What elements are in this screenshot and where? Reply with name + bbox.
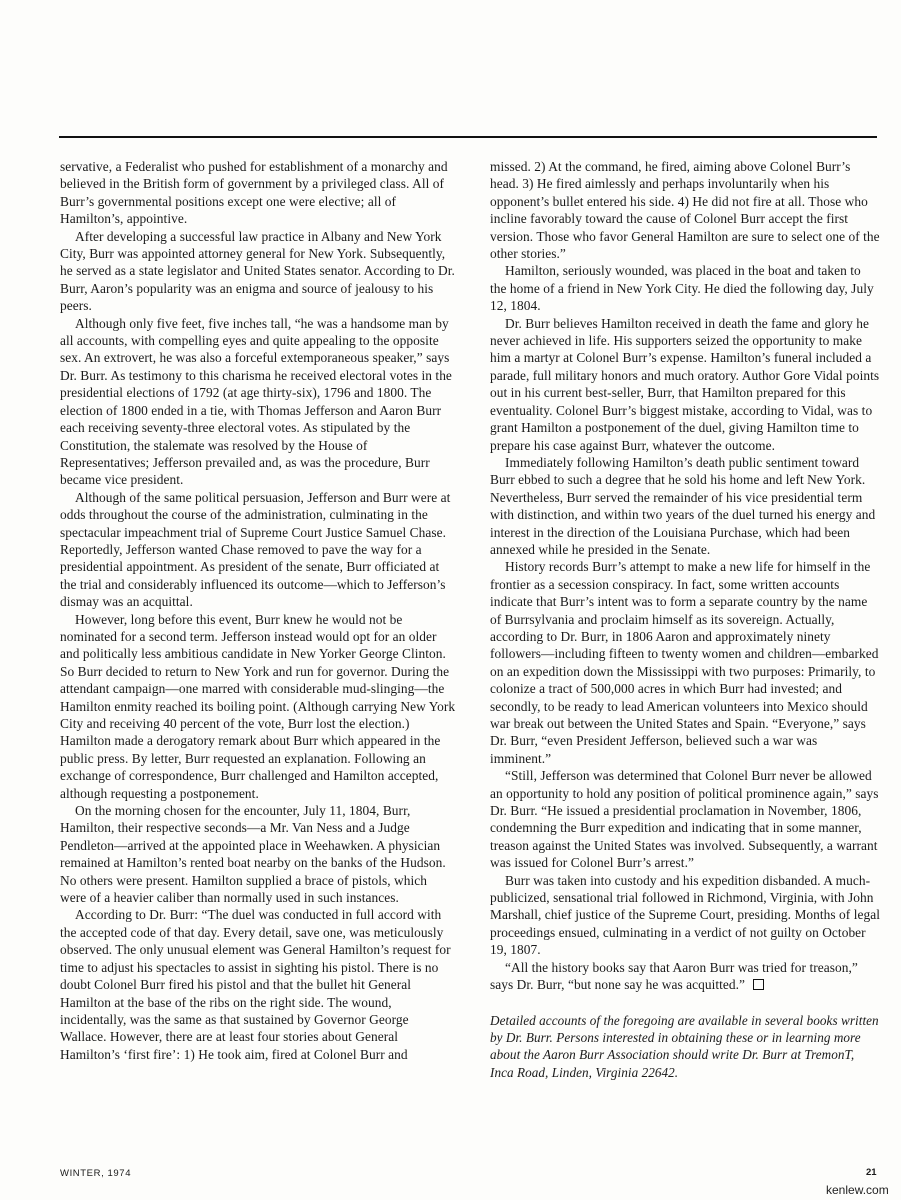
paragraph — [60, 228, 456, 315]
page-number: 21 — [866, 1167, 877, 1178]
paragraph-text: After developing a successful law practice in Albany and New York City, Burr was appointed attorney general for New York. Subsequently, he served as a state legislator and United States senator. According to Dr. Burr, Aaron’s popularity was an enigma and source of jealousy to his peers. — [60, 228, 455, 314]
paragraph — [60, 611, 456, 802]
paragraph-text: History records Burr’s attempt to make a new life for himself in the frontier as a secession conspiracy. In fact, some written accounts indicate that Burr’s intent was to form a separate country by the name of Burrsylvania and proclaim himself as its sovereign. Actually, according to Dr. Burr, in 1806 Aaron and approximately ninety followers—including fifteen to twenty women and children—embarked on an expedition down the Mississippi with two purposes: Primarily, to colonize a tract of 500,000 acres in which Burr had invested; and secondly, to be ready to lead American volunteers into Mexico should war break out between the United States and Spain. “Everyone,” says Dr. Burr, “even President Jefferson, believed such a war was imminent.” — [490, 559, 879, 766]
paragraph — [490, 262, 880, 314]
end-of-article-mark — [753, 979, 764, 990]
paragraph-text: Immediately following Hamilton’s death public sentiment toward Burr ebbed to such a degree that he sold his home and left New York. Nevertheless, Burr served the remainder of his vice presidential term with distinction, and within two years of the duel turned his energy and interest in the direction of the Louisiana Purchase, which had been annexed while he presided in the Senate. — [490, 454, 876, 557]
paragraph-text: “All the history books say that Aaron Burr was tried for treason,” says Dr. Burr, “but none say he was acquitted.” — [490, 959, 858, 993]
paragraph — [490, 454, 880, 558]
left-column — [60, 158, 456, 1063]
paragraph-text: On the morning chosen for the encounter, July 11, 1804, Burr, Hamilton, their respective seconds—a Mr. Van Ness and a Judge Pendleton—arrived at the appointed place in Weehawken. A physician remained at Hamilton’s rented boat nearby on the banks of the Hudson. No others were present. Hamilton supplied a brace of pistols, which were of a heavier caliber than normally used in such instances. — [60, 803, 446, 906]
issue-date: WINTER, 1974 — [60, 1168, 132, 1179]
paragraph — [60, 315, 456, 489]
paragraph-text: servative, a Federalist who pushed for establishment of a monarchy and believed in the British form of government by a privileged class. All of Burr’s governmental positions except one were elective; all of Hamilton’s, appointive. — [60, 159, 448, 227]
paragraph — [60, 489, 456, 611]
paragraph — [490, 158, 880, 262]
paragraph-text: missed. 2) At the command, he fired, aiming above Colonel Burr’s head. 3) He fired aimlessly and perhaps involuntarily when his opponent’s bullet entered his side. 4) He did not fire at all. Those who incline favorably toward the cause of Colonel Burr accept the first version. Those who favor General Hamilton are sure to select one of the other stories.” — [490, 159, 880, 262]
paragraph-text: “Still, Jefferson was determined that Colonel Burr never be allowed an opportunity to hold any position of political prominence again,” says Dr. Burr. “He issued a presidential proclamation in November, 1806, condemning the Burr expedition and indicating that in some manner, treason against the United States was involved. Subsequently, a warrant was issued for Colonel Burr’s arrest.” — [490, 768, 879, 871]
paragraph-text: Hamilton, seriously wounded, was placed in the boat and taken to the home of a friend in New York City. He died the following day, July 12, 1804. — [490, 263, 874, 314]
paragraph — [60, 906, 456, 1063]
paragraph — [490, 767, 880, 871]
paragraph-text: According to Dr. Burr: “The duel was conducted in full accord with the accepted code of that day. Every detail, save one, was meticulously observed. The only unusual element was General Hamilton’s request for time to adjust his spectacles to assist in sighting his pistol. There is no doubt Colonel Burr fired his pistol and that the bullet hit General Hamilton at the base of the ribs on the right side. The wound, incidentally, was the same as that sustained by Governor George Wallace. However, there are at least four stories about General Hamilton’s ‘first fire’: 1) He took aim, fired at Colonel Burr and — [60, 907, 451, 1062]
paragraph — [490, 872, 880, 959]
paragraph — [60, 158, 456, 228]
header-rule — [59, 136, 877, 138]
watermark-text: kenlew.com — [826, 1183, 889, 1197]
author-note: Detailed accounts of the foregoing are available in several books written by Dr. Burr. Persons interested in obtaining these or in learning more about the Aaron Burr Association should write Dr. Burr at TremonT, Inca Road, Linden, Virginia 22642. — [490, 1012, 879, 1080]
paragraph-text: Although only five feet, five inches tall, “he was a handsome man by all accounts, with compelling eyes and quite appealing to the opposite sex. An extrovert, he was also a forceful extemporaneous speaker,” says Dr. Burr. As testimony to this charisma he received electoral votes in the presidential elections of 1792 (at age thirty-six), 1796 and 1800. The election of 1800 ended in a tie, with Thomas Jefferson and Aaron Burr each receiving seventy-three electoral votes. As stipulated by the Constitution, the stalemate was resolved by the House of Representatives; Jefferson prevailed and, as was the procedure, Burr became vice president. — [60, 315, 452, 488]
paragraph-text: Dr. Burr believes Hamilton received in death the fame and glory he never achieved in life. His supporters seized the opportunity to make him a martyr at Colonel Burr’s expense. Hamilton’s funeral included a parade, full military honors and much oratory. Author Gore Vidal points out in his current best-seller, Burr, that Hamilton prepared for this eventuality. Colonel Burr’s biggest mistake, according to Vidal, was to grant Hamilton a postponement of the duel, giving Hamilton time to prepare his case against Burr, whatever the outcome. — [490, 315, 880, 453]
paragraph-text: However, long before this event, Burr knew he would not be nominated for a second term. Jefferson instead would opt for an older and politically less ambitious candidate in New Yorker George Clinton. So Burr decided to return to New York and run for governor. During the attendant campaign—one marred with considerable mud-slinging—the Hamilton enmity reached its boiling point. (Although carrying New York City and receiving 40 percent of the vote, Burr lost the election.) Hamilton made a derogatory remark about Burr which appeared in the public press. By letter, Burr requested an explanation. Following an exchange of correspondence, Burr challenged and Hamilton accepted, although requesting a postponement. — [60, 611, 456, 801]
paragraph — [490, 558, 880, 767]
paragraph — [490, 315, 880, 454]
paragraph — [60, 802, 456, 906]
paragraph — [490, 959, 880, 994]
right-column — [490, 158, 880, 1081]
paragraph-text: Burr was taken into custody and his expedition disbanded. A much-publicized, sensational trial followed in Richmond, Virginia, with John Marshall, chief justice of the Supreme Court, presiding. Months of legal proceedings ensued, culminating in a verdict of not guilty on October 19, 1807. — [490, 872, 880, 958]
paragraph-text: Although of the same political persuasion, Jefferson and Burr were at odds throughout the course of the administration, culminating in the spectacular impeachment trial of Supreme Court Justice Samuel Chase. Reportedly, Jefferson wanted Chase removed to pave the way for a presidential appointment. As president of the senate, Burr officiated at the trial and considerably influenced its outcome—which to Jefferson’s dismay was an acquittal. — [60, 489, 451, 610]
